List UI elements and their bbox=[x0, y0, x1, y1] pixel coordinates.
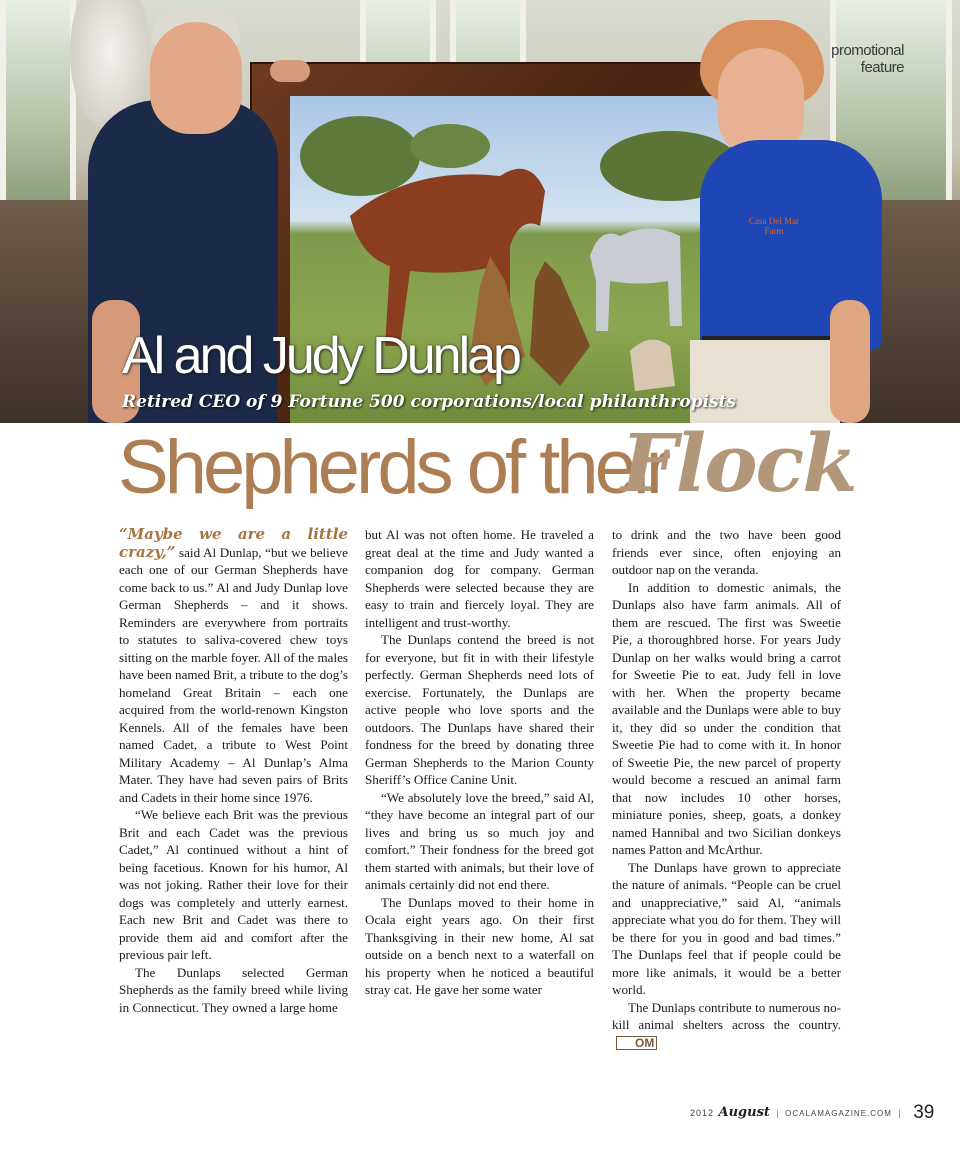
paragraph: The Dunlaps contend the breed is not for everyone, but fit in with their lifestyle perfectly. German Shepherds need lots of exercise. Fortunately, the Dunlaps are active people who love sports and the outdoors. The Dunlaps have shared their fondness for the breed by donating three German Shepherds to the Marion County Sheriff’s Office Canine Unit. bbox=[365, 632, 594, 787]
footer-site: OCALAMAGAZINE.COM bbox=[785, 1109, 892, 1118]
end-mark-icon: OM bbox=[616, 1036, 657, 1050]
paragraph-text: The Dunlaps contribute to numerous no-kill animal shelters across the country. bbox=[612, 999, 841, 1032]
shirt-logo-line1: Casa Del Mar bbox=[749, 216, 799, 226]
promo-line2: feature bbox=[860, 59, 904, 76]
tree-shape bbox=[300, 116, 420, 196]
paragraph: The Dunlaps selected German Shepherds as the family breed while living in Connecticut. They owned a large home bbox=[119, 964, 348, 1015]
article-column-2 bbox=[365, 526, 594, 999]
man-face bbox=[150, 22, 242, 134]
paragraph: The Dunlaps moved to their home in Ocala eight years ago. On their first Thanksgiving in their new home, Al sat outside on a bench next to a waterfall on his property when he noticed a beautiful stray cat. He gave her some water bbox=[365, 894, 594, 997]
paragraph: to drink and the two have been good friends ever since, often enjoying an outdoor nap on the veranda. bbox=[612, 527, 841, 577]
hero-photo bbox=[0, 0, 960, 423]
paragraph bbox=[612, 999, 841, 1052]
paragraph: The Dunlaps have grown to appreciate the nature of animals. “People can be cruel and unappreciative,” said Al, “animals appreciate what you do for them. They will be there for you in good and bad times.” The Dunlaps feel that if people could be more like animals, it would be a better world. bbox=[612, 859, 841, 997]
woman-arm bbox=[830, 300, 870, 423]
donkey-shape bbox=[590, 229, 682, 332]
footer-month: August bbox=[718, 1105, 770, 1120]
paragraph: In addition to domestic animals, the Dunlaps also have farm animals. All of them are rescued. The first was Sweetie Pie, a thoroughbred horse. For years Judy Dunlap on her walks would bring a carrot for Sweetie Pie to eat. Judy fell in love with her. When the property became available and the Dunlaps were able to buy it, they did so under the condition that Sweetie Pie had to come with it. In honor of Sweetie Pie, the new parcel of property would become a rescued an animal farm that now includes 10 other horses, miniature ponies, sheep, goats, a donkey named Hannibal and two Sicilian donkeys names Patton and McArthur. bbox=[612, 579, 841, 857]
photo-caption-name: Al and Judy Dunlap bbox=[122, 327, 519, 385]
article-column-3 bbox=[612, 526, 841, 1051]
page-number: 39 bbox=[913, 1102, 935, 1123]
man-hand bbox=[270, 60, 310, 82]
page-footer bbox=[690, 1100, 935, 1123]
footer-year: 2012 bbox=[690, 1108, 715, 1118]
paragraph bbox=[119, 526, 348, 806]
paragraph: “We believe each Brit was the previous Brit and each Cadet was the previous Cadet,” Al continued without a hint of being facetious. Known for his humor, Al was not joking. Rather their love for their dogs was completely and utterly earnest. Each new Brit and Cadet was there to provide them aid and comfort after the previous pair left. bbox=[119, 807, 348, 962]
shirt-logo bbox=[748, 216, 800, 264]
article-headline bbox=[118, 416, 856, 516]
background-window bbox=[0, 0, 76, 200]
article-column-1 bbox=[119, 526, 348, 1016]
headline-accent: Flock bbox=[621, 416, 856, 510]
promo-line1: promotional bbox=[831, 42, 904, 59]
headline-main: Shepherds of their bbox=[118, 425, 668, 510]
horse-shape bbox=[350, 169, 545, 346]
promotional-feature-label bbox=[831, 42, 904, 76]
footer-separator: | bbox=[776, 1108, 779, 1118]
footer-separator: | bbox=[898, 1108, 901, 1118]
shirt-logo-line2: Farm bbox=[764, 226, 784, 236]
paragraph: “We absolutely love the breed,” said Al, “they have become an integral part of our lives and bring us so much joy and comfort.” Their fondness for the breed got them started with animals, but their love of animals certainly did not end there. bbox=[365, 789, 594, 892]
pull-quote: “Maybe we are a little crazy,” bbox=[119, 525, 348, 561]
paragraph: but Al was not often home. He traveled a great deal at the time and Judy wanted a companion dog for company. German Shepherds were selected because they are easy to train and fiercely loyal. They are intelligent and trust-worthy. bbox=[365, 527, 594, 630]
dog-shape bbox=[530, 261, 590, 386]
photo-caption-subtitle: Retired CEO of 9 Fortune 500 corporations/local philanthropists bbox=[122, 392, 737, 412]
tree-shape bbox=[410, 124, 490, 168]
cat-shape bbox=[630, 340, 675, 391]
paragraph-text: said Al Dunlap, “but we believe each one of our German Shepherds have come back to us.” Al and Judy Dunlap love German Shepherds – and it shows. Reminders are everywhere from portraits to statutes to saliva-covered chew toys sitting on the marble foyer. All of the males have been named Brit, a tribute to the dog’s homeland Great Britain – each one acquired from the world-renown Kingston Kennels. All of the females have been named Cadet, a tribute to West Point Military Academy – Al Dunlap’s Alma Mater. They have had seven pairs of Brits and Cadets in their home since 1976. bbox=[119, 544, 348, 805]
